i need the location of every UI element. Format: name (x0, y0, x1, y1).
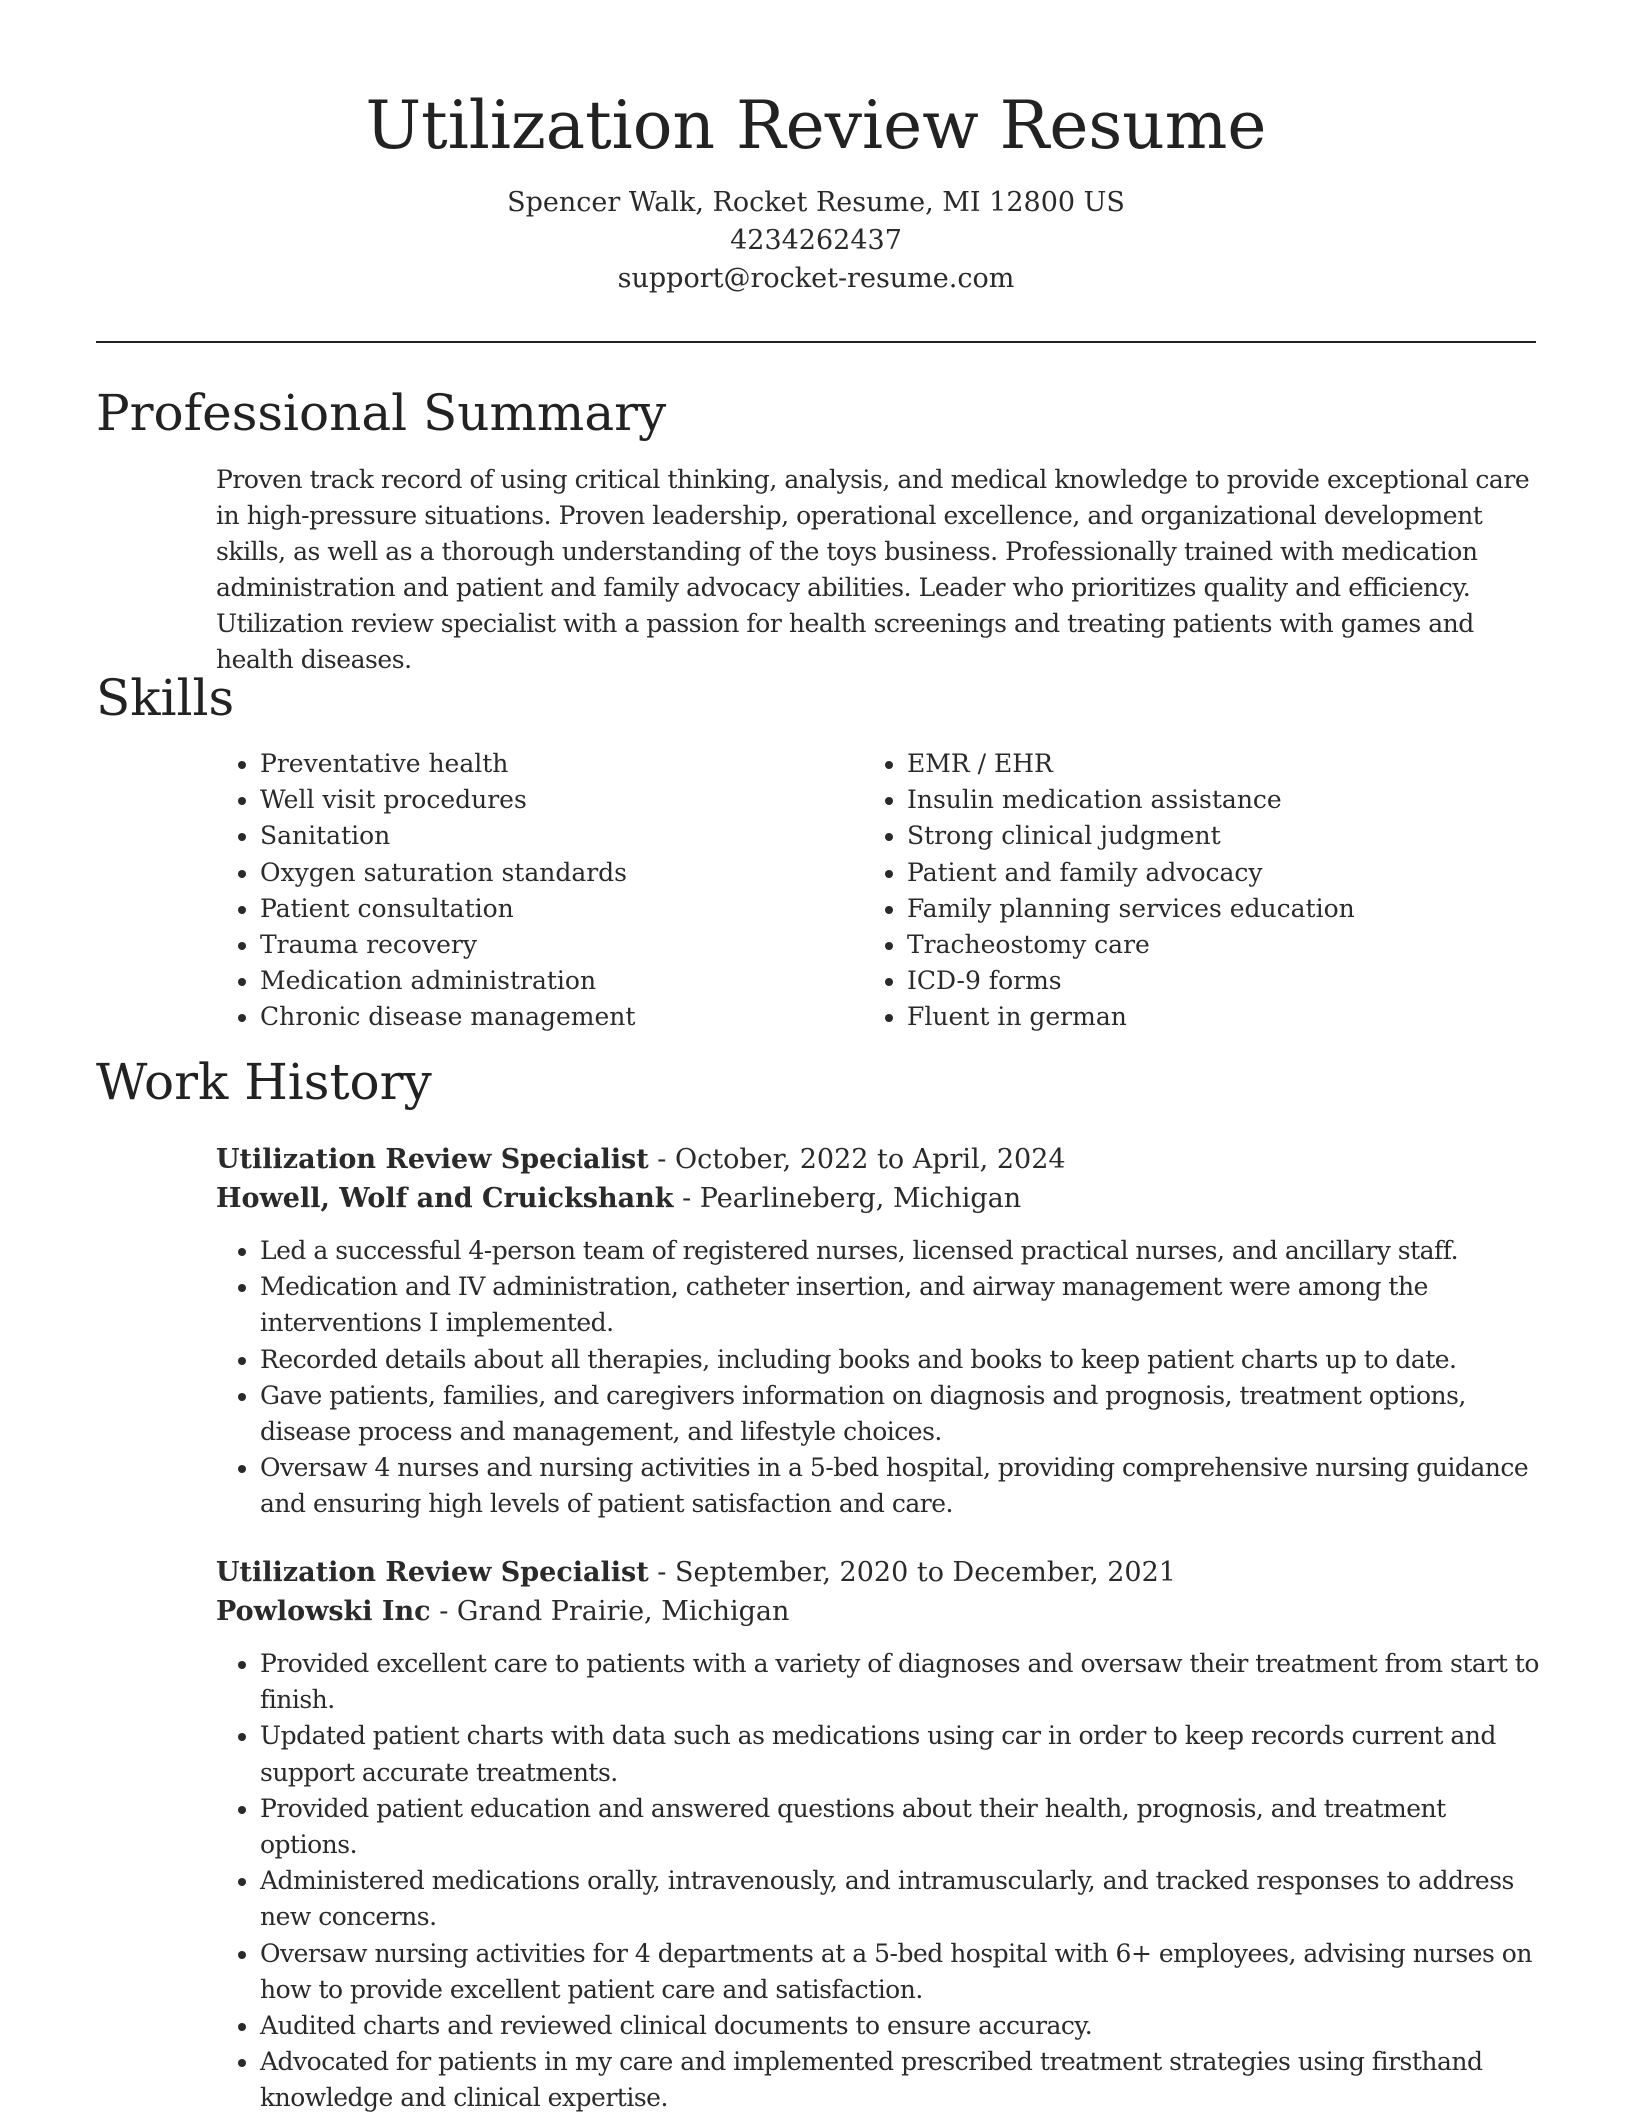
skill-item: • Oxygen saturation standards (260, 855, 860, 891)
contact-phone: 4234262437 (730, 225, 902, 256)
job-bullet: • Medication and IV administration, catheter insertion, and airway management were among the interventions I implemented. (260, 1269, 1546, 1341)
job-bullet: • Recorded details about all therapies, including books and books to keep patient charts up to date. (260, 1342, 1546, 1378)
job-bullet: • Provided patient education and answered questions about their health, prognosis, and treatment options. (260, 1791, 1546, 1863)
job-dates: September, 2020 to December, 2021 (675, 1557, 1176, 1588)
job-entry (216, 1553, 1546, 1631)
skill-item: • Well visit procedures (260, 782, 860, 818)
job-location: Pearlineberg, Michigan (699, 1183, 1022, 1214)
skill-item: • Tracheostomy care (907, 927, 1547, 963)
header-divider (96, 341, 1536, 343)
job-dates: October, 2022 to April, 2024 (675, 1144, 1066, 1175)
summary-heading: Professional Summary (96, 384, 667, 442)
skills-list-right (863, 746, 1547, 1036)
skill-item: • Trauma recovery (260, 927, 860, 963)
job-title: Utilization Review Specialist (216, 1557, 649, 1588)
job-bullet: • Led a successful 4-person team of registered nurses, licensed practical nurses, and ancillary staff. (260, 1233, 1546, 1269)
job-bullet: • Gave patients, families, and caregivers information on diagnosis and prognosis, treatment options, disease process and management, and lifestyle choices. (260, 1378, 1546, 1450)
job-location: Grand Prairie, Michigan (456, 1596, 790, 1627)
job-bullet: • Oversaw 4 nurses and nursing activities in a 5-bed hospital, providing comprehensive nursing guidance and ensuring high levels of patient satisfaction and care. (260, 1450, 1546, 1522)
job-company: Howell, Wolf and Cruickshank (216, 1183, 674, 1214)
job-bullet: • Administered medications orally, intravenously, and intramuscularly, and tracked responses to address new concerns. (260, 1863, 1546, 1935)
job-title: Utilization Review Specialist (216, 1144, 649, 1175)
job-entry (216, 1140, 1546, 1218)
job-bullet: • Provided excellent care to patients with a variety of diagnoses and oversaw their treatment from start to finish. (260, 1646, 1546, 1718)
resume-header (0, 86, 1632, 298)
skill-item: • Patient consultation (260, 891, 860, 927)
skill-item: • Medication administration (260, 963, 860, 999)
job-bullet: • Advocated for patients in my care and implemented prescribed treatment strategies using firsthand knowledge and clinical expertise. (260, 2044, 1546, 2116)
job-company-line: Powlowski Inc - Grand Prairie, Michigan (216, 1596, 790, 1627)
job-company: Powlowski Inc (216, 1596, 431, 1627)
job-title-line: Utilization Review Specialist - October, 2022 to April, 2024 (216, 1144, 1066, 1175)
resume-title: Utilization Review Resume (365, 87, 1267, 164)
skill-item: • ICD-9 forms (907, 963, 1547, 999)
job-bullet: • Audited charts and reviewed clinical documents to ensure accuracy. (260, 2008, 1546, 2044)
contact-email[interactable]: support@rocket-resume.com (617, 263, 1015, 294)
skill-item: • Preventative health (260, 746, 860, 782)
skills-list-left (216, 746, 860, 1036)
skill-item: • Patient and family advocacy (907, 855, 1547, 891)
skill-item: • Chronic disease management (260, 999, 860, 1035)
job-bullet: • Oversaw nursing activities for 4 departments at a 5-bed hospital with 6+ employees, advising nurses on how to provide excellent patient care and satisfaction. (260, 1936, 1546, 2008)
job-bullets (216, 1646, 1546, 2117)
skill-item: • Family planning services education (907, 891, 1547, 927)
skills-heading: Skills (96, 669, 235, 727)
skill-item: • Sanitation (260, 818, 860, 854)
skill-item: • EMR / EHR (907, 746, 1547, 782)
skill-item: • Insulin medication assistance (907, 782, 1547, 818)
job-bullets (216, 1233, 1546, 1523)
summary-text: Proven track record of using critical thinking, analysis, and medical knowledge to provide exceptional care in high-pressure situations. Proven leadership, operational excellence, and organizational development skills, as well as a thorough understanding of the toys business. Professionally trained with medication administration and patient and family advocacy abilities. Leader who prioritizes quality and efficiency. Utilization review specialist with a passion for health screenings and treating patients with games and health diseases. (216, 465, 1530, 674)
work-heading: Work History (96, 1053, 432, 1111)
contact-address: Spencer Walk, Rocket Resume, MI 12800 US (507, 187, 1125, 218)
skill-item: • Strong clinical judgment (907, 818, 1547, 854)
skill-item: • Fluent in german (907, 999, 1547, 1035)
job-title-line: Utilization Review Specialist - September, 2020 to December, 2021 (216, 1557, 1176, 1588)
job-bullet: • Updated patient charts with data such as medications using car in order to keep records current and support accurate treatments. (260, 1718, 1546, 1790)
job-company-line: Howell, Wolf and Cruickshank - Pearlineberg, Michigan (216, 1183, 1022, 1214)
